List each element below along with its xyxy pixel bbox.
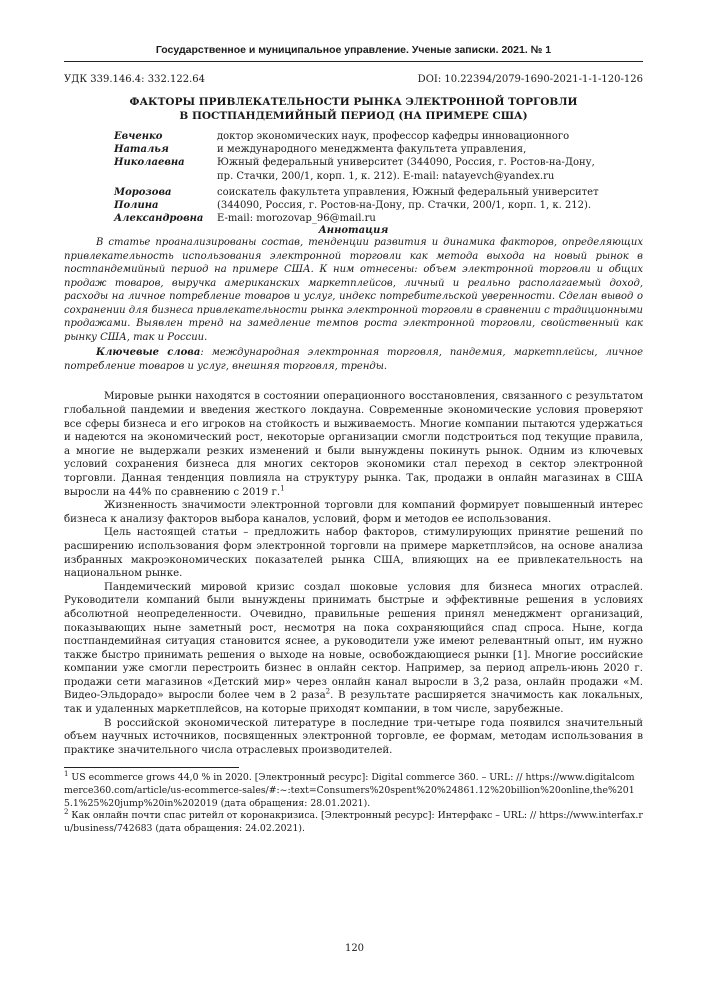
doi-link[interactable]: DOI: 10.22394/2079-1690-2021-1-1-120-126 (417, 74, 643, 85)
article-meta (64, 74, 643, 85)
author-2-firstname: Полина (114, 200, 159, 212)
keywords (64, 346, 643, 373)
body-paragraph-1 (64, 390, 643, 499)
keywords-label: Ключевые слова (96, 347, 201, 359)
body-paragraph-3: Цель настоящей статьи – предложить набор факторов, стимулирующих принятие решений по расширению использования форм электронной торговли на примере маркетплэйсов, на основе анализа избранных макроэкономических показателей рынка США, влияющих на ее привлекательность на национальном рынке. (64, 527, 643, 580)
udc-code: УДК 339.146.4: 332.122.64 (64, 74, 205, 85)
author-1-name (64, 130, 217, 183)
author-2 (64, 186, 643, 226)
body-paragraph-4 (64, 581, 643, 717)
author-1-patronymic: Николаевна (114, 157, 185, 169)
authors-block (64, 130, 643, 225)
title-line-2: В ПОСТПАНДЕМИЙНЫЙ ПЕРИОД (НА ПРИМЕРЕ США) (179, 110, 528, 122)
journal-header: Государственное и муниципальное управление. Ученые записки. 2021. № 1 (155, 44, 552, 56)
abstract-heading: Аннотация (318, 225, 389, 237)
affiliation-line: соискатель факультета управления, Южный федеральный университет (217, 186, 599, 198)
author-1 (64, 130, 643, 183)
footnotes (64, 772, 643, 835)
footnote-2 (64, 810, 643, 835)
affiliation-line: (344090, Россия, г. Ростов-на-Дону, пр. Стачки, 200/1, корп. 1, к. 212). (217, 200, 592, 212)
author-2-name (64, 186, 217, 226)
footnote-1 (64, 772, 643, 810)
author-2-affiliation (217, 186, 599, 226)
author-2-surname: Морозова (114, 186, 172, 198)
author-1-firstname: Наталья (114, 144, 169, 156)
author-2-patronymic: Александровна (114, 213, 204, 225)
footnote-ref-1[interactable]: 1 (280, 484, 285, 493)
title-line-1: ФАКТОРЫ ПРИВЛЕКАТЕЛЬНОСТИ РЫНКА ЭЛЕКТРОННОЙ ТОРГОВЛИ (129, 96, 578, 108)
affiliation-line: Южный федеральный университет (344090, Россия, г. Ростов-на-Дону, (217, 157, 595, 169)
footnote-divider (64, 767, 239, 768)
footnote-2-text[interactable]: Как онлайн почти спас ритейл от коронакризиса. [Электронный ресурс]: Интерфакс – URL: // https://www.interfax.ru/business/742683 (дата обращения: 24.02.2021). (64, 810, 643, 834)
footnote-2-mark: 2 (64, 808, 69, 817)
page-number: 120 (344, 943, 365, 954)
paragraph-text: . В результате расширяется значимость как локальных, так и удаленных маркетплейсов, на которые приходят компании, в том числе, зарубежные. (64, 690, 643, 716)
keywords-text: : международная электронная торговля, пандемия, маркетплейсы, личное потребление товаров и услуг, внешняя торговля, тренды. (64, 347, 643, 372)
affiliation-line: и международного менеджмента факультета управления, (217, 144, 527, 156)
author-1-surname: Евченко (114, 131, 163, 142)
article-body (64, 390, 643, 757)
affiliation-line: E-mail: morozovap_96@mail.ru (217, 213, 376, 225)
footnote-1-mark: 1 (64, 770, 69, 779)
article-page (64, 44, 643, 835)
paragraph-text: Пандемический мировой кризис создал шоковые условия для бизнеса многих отраслей. Руководители компаний были вынуждены принимать быстрые и эффективные решения в условиях абсолютной неопределенности. Очевидно, правильные решения принял менеджмент организаций, показывающих ныне заметный рост, несмотря на пока сохраняющийся спад спроса. Ныне, когда постпандемийная ситуация становится яснее, а руководители уже имеют релевантный опыт, им нужно также быстро принимать решения о выходе на новые, освобождающиеся рынки [1]. Многие российские компании уже смогли перестроить бизнес в онлайн сектор. Например, за период апрель-июнь 2020 г. продажи сети магазинов «Детский мир» через онлайн канал выросли в 3,2 раза, онлайн продажи «М. Видео-Эльдорадо» выросли более чем в 2 раза (64, 581, 643, 702)
affiliation-line: доктор экономических наук, профессор кафедры инновационного (217, 131, 570, 142)
article-title (64, 95, 643, 123)
header-divider (64, 61, 643, 62)
abstract-text: В статье проанализированы состав, тенденции развития и динамика факторов, определяющих привлекательность использования электронной торговли как метода выхода на новый рынок в постпандемийный период на примере США. К ним отнесены: объем электронной торговли и общих продаж товаров, выручка американских маркетплейсов, личный и реально располагаемый доход, расходы на личное потребление товаров и услуг, индекс потребительской уверенности. Сделан вывод о сохранении для бизнеса привлекательности рынка электронной торговли в сравнении с традиционными продажами. Выявлен тренд на замедление темпов роста электронной торговли, свойственный как рынку США, так и России. (64, 237, 643, 343)
footnote-ref-2[interactable]: 2 (325, 688, 331, 697)
body-paragraph-2: Жизненность значимости электронной торговли для компаний формирует повышенный интерес бизнеса к анализу факторов выбора каналов, условий, форм и методов ее использования. (64, 500, 643, 525)
affiliation-line: пр. Стачки, 200/1, корп. 1, к. 212). E-mail: natayevch@yandex.ru (217, 170, 555, 182)
author-1-affiliation (217, 130, 595, 183)
body-paragraph-5: В российской экономической литературе в последние три-четыре года появился значительный объем научных источников, посвященных электронной торговле, ее формам, методам использования в практике значительного числа отраслевых производителей. (64, 717, 643, 756)
paragraph-text: Мировые рынки находятся в состоянии операционного восстановления, связанного с результатом глобальной пандемии и введения жесткого локдауна. Современные экономические условия проверяют все сферы бизнеса и его игроков на стойкость и выживаемость. Многие компании пытаются удержаться и надеются на экономический рост, некоторые организации смогли подстроиться под текущие правила, а многие не выдержали резких изменений и были вынуждены покинуть рынок. Одним из ключевых условий сохранения бизнеса для многих секторов экономики стал переход в сектор электронной торговли. Данная тенденция повлияла на структуру рынка. Так, продажи в онлайн магазинах в США выросли на 44% по сравнению с 2019 г. (64, 391, 643, 498)
footnote-1-text[interactable]: US ecommerce grows 44,0 % in 2020. [Электронный ресурс]: Digital commerce 360. – URL: // https://www.digitalcommerce360.com/article/us-ecommerce-sales/#:~:text=Consumers%20spent%20%24861.12%20billion%20online,the%2015.1%25%20jump%20in%202019 (дата обращения: 28.01.2021). (64, 772, 635, 809)
